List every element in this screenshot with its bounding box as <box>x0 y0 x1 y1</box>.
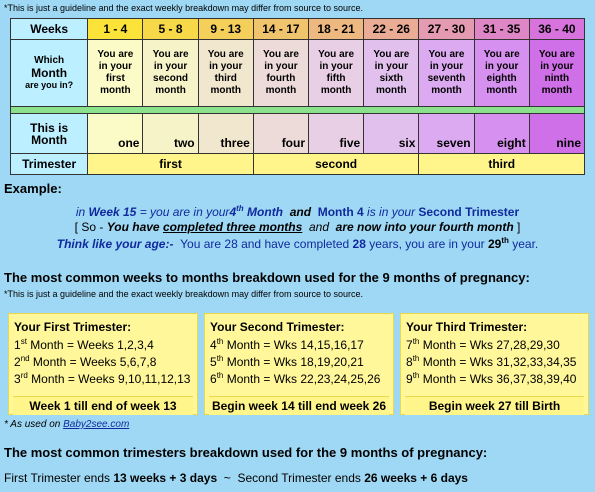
cell-line: ninth <box>544 73 570 84</box>
week-range: 31 - 35 <box>474 19 529 40</box>
ex-text: you are in your <box>150 205 230 219</box>
cell-line: in your <box>540 61 574 72</box>
trimester-box-line <box>406 371 576 386</box>
trimester-second: second <box>253 154 419 175</box>
ord-num: 4 <box>210 338 217 352</box>
trimester-box-line <box>14 337 154 352</box>
cell-line: seventh <box>427 73 466 84</box>
cell-line: in your <box>485 61 519 72</box>
ord-num: 3 <box>14 372 21 386</box>
ex-text: are now into your fourth month <box>335 220 514 234</box>
cell-line: in your <box>429 61 464 72</box>
summary-text: 26 weeks + 6 days <box>364 471 468 485</box>
cell-line: You are <box>428 49 465 60</box>
trimester-box-line <box>14 371 190 386</box>
as-used-credit <box>4 419 129 430</box>
trimester-box-line <box>406 354 576 369</box>
which-label-line: Which <box>34 55 65 66</box>
this-is-month-label <box>11 114 88 154</box>
ord-sup: th <box>412 354 420 363</box>
trimester-box-title: Your Third Trimester: <box>406 320 528 334</box>
example-line-3 <box>0 236 595 251</box>
line-text: Month = Weeks 1,2,3,4 <box>26 338 154 352</box>
month-cell <box>309 40 364 107</box>
table-divider <box>11 107 585 114</box>
week-range: 22 - 26 <box>364 19 419 40</box>
trimester-box-title: Your Second Trimester: <box>210 320 345 334</box>
cell-line: You are <box>538 49 575 60</box>
ord-num: 7 <box>406 338 413 352</box>
month-cell <box>198 40 253 107</box>
ex-text: = <box>139 205 147 219</box>
trimester-box-line <box>210 337 364 352</box>
summary-text: ~ <box>223 471 231 485</box>
week-range: 14 - 17 <box>253 19 308 40</box>
cell-line: month <box>541 85 573 96</box>
this-is-line: Month <box>31 132 68 147</box>
ord-sup: th <box>216 354 224 363</box>
trimester-box-line <box>406 337 560 352</box>
month-number: six <box>364 114 419 154</box>
ord-num: 1 <box>14 338 21 352</box>
ex-text: 28 <box>352 237 366 251</box>
which-label-line: are you in? <box>25 80 74 90</box>
week-range: 18 - 21 <box>309 19 364 40</box>
example-title: Example: <box>4 181 62 196</box>
ord-num: 6 <box>210 372 217 386</box>
line-text: Month = Wks 18,19,20,21 <box>223 355 364 369</box>
ex-text: [ So - <box>74 220 104 234</box>
divider-cell <box>11 107 585 114</box>
ex-text: and <box>308 220 329 234</box>
cell-line: eighth <box>486 73 517 84</box>
cell-line: in your <box>209 61 243 72</box>
ex-text: completed three months <box>162 220 303 234</box>
line-text: Month = Weeks 5,6,7,8 <box>29 355 157 369</box>
cell-line: in your <box>264 61 298 72</box>
trimester-box-title: Your First Trimester: <box>14 320 132 334</box>
second-trimester-box <box>204 313 394 415</box>
ex-text: th <box>236 204 244 213</box>
trimester-box-footer: Begin week 27 till Birth <box>405 396 584 415</box>
ex-text: 29 <box>487 237 502 251</box>
section2-title: The most common trimesters breakdown used for the 9 months of pregnancy: <box>4 445 488 460</box>
example-line-1 <box>0 204 595 219</box>
third-trimester-box <box>400 313 589 415</box>
week-range: 27 - 30 <box>419 19 474 40</box>
ex-text: Month <box>247 205 284 219</box>
cell-line: month <box>320 85 352 96</box>
ex-text: You have <box>106 220 160 234</box>
month-cell <box>143 40 198 107</box>
first-trimester-box <box>8 313 198 415</box>
line-text: Month = Wks 36,37,38,39,40 <box>419 372 577 386</box>
ord-sup: th <box>412 337 420 346</box>
month-number: four <box>253 114 308 154</box>
weeks-months-table <box>10 18 585 175</box>
summary-text: 13 weeks + 3 days <box>113 471 218 485</box>
week-range: 36 - 40 <box>529 19 584 40</box>
month-cell <box>88 40 143 107</box>
ord-sup: nd <box>20 354 30 363</box>
line-text: Month = Wks 31,32,33,34,35 <box>419 355 577 369</box>
week-range: 5 - 8 <box>143 19 198 40</box>
cell-line: in your <box>374 61 408 72</box>
cell-line: in your <box>319 61 353 72</box>
month-cell <box>529 40 584 107</box>
trimester-box-footer: Week 1 till end of week 13 <box>13 396 193 415</box>
ex-text: Second Trimester <box>418 205 520 219</box>
month-cell <box>474 40 529 107</box>
month-number: five <box>309 114 364 154</box>
guideline-note-section1: *This is just a guideline and the exact weekly breakdown may differ from source to source. <box>4 289 364 299</box>
ord-num: 5 <box>210 355 217 369</box>
week-range: 1 - 4 <box>88 19 143 40</box>
which-month-row <box>11 40 585 107</box>
ord-sup: rd <box>20 371 28 380</box>
ex-text: Think like your age:- <box>56 237 174 251</box>
line-text: Month = Wks 14,15,16,17 <box>223 338 364 352</box>
ord-num: 2 <box>14 355 21 369</box>
ex-text: is in your <box>367 205 416 219</box>
cell-line: first <box>105 73 125 84</box>
month-number: three <box>198 114 253 154</box>
cell-line: You are <box>318 49 355 60</box>
line-text: Month = Wks 27,28,29,30 <box>419 338 560 352</box>
ex-text: Week 15 <box>88 205 137 219</box>
cell-line: fourth <box>266 73 296 84</box>
trimester-label: Trimester <box>11 154 88 175</box>
example-line-2 <box>0 220 595 234</box>
ord-sup: th <box>412 371 420 380</box>
ex-text: year. <box>512 237 539 251</box>
cell-line: You are <box>97 49 134 60</box>
month-number: nine <box>529 114 584 154</box>
cell-line: fifth <box>326 73 346 84</box>
which-label-line: Month <box>31 66 68 80</box>
trimester-third: third <box>419 154 585 175</box>
ex-text: th <box>501 236 509 245</box>
cell-line: You are <box>483 49 520 60</box>
cell-line: You are <box>262 49 299 60</box>
cell-line: month <box>486 85 517 96</box>
ord-sup: th <box>216 337 224 346</box>
trimester-row <box>11 154 585 175</box>
cell-line: month <box>431 85 462 96</box>
which-month-label <box>11 40 88 107</box>
cell-line: third <box>214 73 237 84</box>
cell-line: You are <box>207 49 244 60</box>
month-number: eight <box>474 114 529 154</box>
cell-line: month <box>155 85 186 96</box>
trimester-box-footer: Begin week 14 till end week 26 <box>209 396 389 415</box>
trimester-first: first <box>88 154 254 175</box>
summary-text: Second Trimester ends <box>237 471 361 485</box>
month-cell <box>364 40 419 107</box>
cell-line: You are <box>152 49 189 60</box>
cell-line: second <box>153 73 189 84</box>
line-text: Month = Wks 22,23,24,25,26 <box>223 372 381 386</box>
trimester-box-line <box>210 371 380 386</box>
cell-line: You are <box>373 49 410 60</box>
cell-line: month <box>376 85 407 96</box>
month-number: seven <box>419 114 474 154</box>
cell-line: in your <box>98 61 133 72</box>
as-used-prefix: * As used on <box>4 419 64 430</box>
week-range: 9 - 13 <box>198 19 253 40</box>
weeks-header: Weeks <box>11 19 88 40</box>
month-number: two <box>143 114 198 154</box>
guideline-note-top: *This is just a guideline and the exact weekly breakdown may differ from source to source. <box>4 3 364 13</box>
ex-text: 4 <box>229 205 237 219</box>
ord-num: 9 <box>406 372 413 386</box>
ord-sup: st <box>20 337 27 346</box>
ex-text: ] <box>517 220 521 234</box>
weeks-row <box>11 19 585 40</box>
cell-line: month <box>265 85 297 96</box>
ord-num: 8 <box>406 355 413 369</box>
month-cell <box>419 40 474 107</box>
summary-text: First Trimester ends <box>4 471 111 485</box>
trimester-summary-line <box>4 471 468 485</box>
ex-text: and <box>289 205 312 219</box>
month-number-row <box>11 114 585 154</box>
line-text: Month = Weeks 9,10,11,12,13 <box>27 372 191 386</box>
trimester-box-line <box>210 354 364 369</box>
section1-title: The most common weeks to months breakdown used for the 9 months of pregnancy: <box>4 270 530 285</box>
baby2see-link[interactable]: Baby2see.com <box>63 419 130 430</box>
cell-line: month <box>100 85 131 96</box>
ex-text: years, you are in your <box>369 237 485 251</box>
month-number: one <box>88 114 143 154</box>
ex-text: in <box>75 205 86 219</box>
ord-sup: th <box>216 371 224 380</box>
this-is-line: This is <box>30 120 69 135</box>
ex-text: You are 28 and have completed <box>180 237 350 251</box>
trimester-box-line <box>14 354 156 369</box>
cell-line: in your <box>153 61 188 72</box>
ex-text: Month 4 <box>317 205 364 219</box>
cell-line: sixth <box>379 73 403 84</box>
cell-line: month <box>210 85 241 96</box>
month-cell <box>253 40 308 107</box>
